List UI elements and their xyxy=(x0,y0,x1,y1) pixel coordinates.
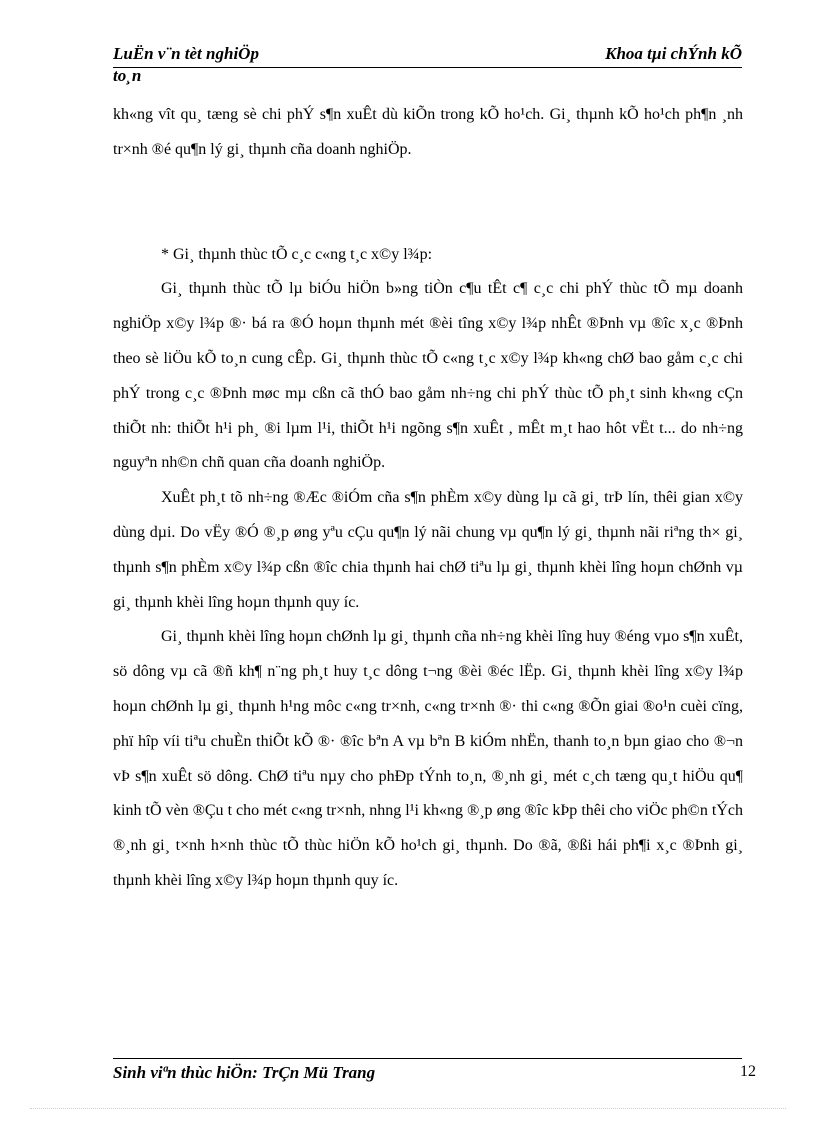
paragraph-2: Gi¸ thµnh thùc tÕ lµ biÓu hiÖn b»ng tiÒn c¶u tÊt c¶ c¸c chi phÝ thùc tÕ mµ doanh nghiÖp x©y l¾p ®· bá ra ®Ó hoµn thµnh mét ®èi tîng x©y l¾p nhÊt ®Þnh vµ ®îc x¸c ®Þnh theo sè liÖu kÕ to¸n cung cÊp. Gi¸ thµnh thùc tÕ c«ng t¸c x©y l¾p kh«ng chØ bao gåm c¸c chi phÝ trong c¸c ®Þnh møc mµ cßn cã thÓ bao gåm nh÷ng chi phÝ thùc tÕ ph¸t sinh kh«ng cÇn thiÕt nh: thiÕt h¹i ph¸ ®i lµm l¹i, thiÕt h¹i ngõng s¶n xuÊt , mÊt m¸t hao hôt vËt t... do nh÷ng nguyªn nh©n chñ quan cña doanh nghiÖp. xyxy=(113,280,743,472)
header-rule xyxy=(113,67,742,68)
footer-rule xyxy=(113,1058,742,1059)
paragraph-4: Gi¸ thµnh khèi lîng hoµn chØnh lµ gi¸ thµnh cña nh÷ng khèi lîng huy ®éng vµo s¶n xuÊt, sö dông vµ cã ®ñ kh¶ n¨ng ph¸t huy t¸c dông t¬ng ®èi ®éc lËp. Gi¸ thµnh khèi lîng x©y l¾p hoµn chØnh lµ gi¸ thµnh h¹ng môc c«ng tr×nh, c«ng tr×nh ®· thi c«ng ®Õn giai ®o¹n cuèi cïng, phï hîp víi tiªu chuÈn thiÕt kÕ ®· ®îc bªn A vµ bªn B kiÓm nhËn, thanh to¸n bµn giao cho ®¬n vÞ s¶n xuÊt sö dông. ChØ tiªu nµy cho phÐp tÝnh to¸n, ®¸nh gi¸ mét c¸ch tæng qu¸t hiÖu qu¶ kinh tÕ vèn ®Çu t cho mét c«ng tr×nh, nhng l¹i kh«ng ®¸p øng ®îc kÞp thêi cho viÖc ph©n tÝch ®¸nh gi¸ t×nh h×nh thùc tÕ thùc hiÖn kÕ ho¹ch gi¸ thµnh. Do ®ã, ®ßi hái ph¶i x¸c ®Þnh gi¸ thµnh khèi lîng x©y l¾p hoµn thµnh quy íc. xyxy=(113,628,743,889)
paragraph-spacer xyxy=(113,168,743,238)
page-bottom-rule xyxy=(30,1108,786,1109)
paragraph-1: kh«ng vît qu¸ tæng sè chi phÝ s¶n xuÊt dù kiÕn trong kÕ ho¹ch. Gi¸ thµnh kÕ ho¹ch ph¶n ¸nh tr×nh ®é qu¶n lý gi¸ thµnh cña doanh nghiÖp. xyxy=(113,106,743,158)
paragraph-3: XuÊt ph¸t tõ nh÷ng ®Æc ®iÓm cña s¶n phÈm x©y dùng lµ cã gi¸ trÞ lín, thêi gian x©y dùng dµi. Do vËy ®Ó ®¸p øng yªu cÇu qu¶n lý nãi chung vµ qu¶n lý gi¸ thµnh nãi riªng th× gi¸ thµnh s¶n phÈm x©y l¾p cßn ®îc chia thµnh hai chØ tiªu lµ gi¸ thµnh khèi lîng hoµn chØnh vµ gi¸ thµnh khèi lîng hoµn thµnh quy íc. xyxy=(113,489,743,611)
header-title-right: Khoa tµi chÝnh kÕ xyxy=(605,44,742,63)
header-title-left-continued: to¸n xyxy=(113,66,142,85)
body-text xyxy=(113,98,743,899)
section-heading: * Gi¸ thµnh thùc tÕ c¸c c«ng t¸c x©y l¾p: xyxy=(161,245,433,263)
footer-author: Sinh viªn thùc hiÖn: TrÇn Mü Trang xyxy=(113,1063,376,1082)
page-number: 12 xyxy=(740,1063,756,1080)
header-title-left: LuËn v¨n tèt nghiÖp xyxy=(113,44,259,63)
